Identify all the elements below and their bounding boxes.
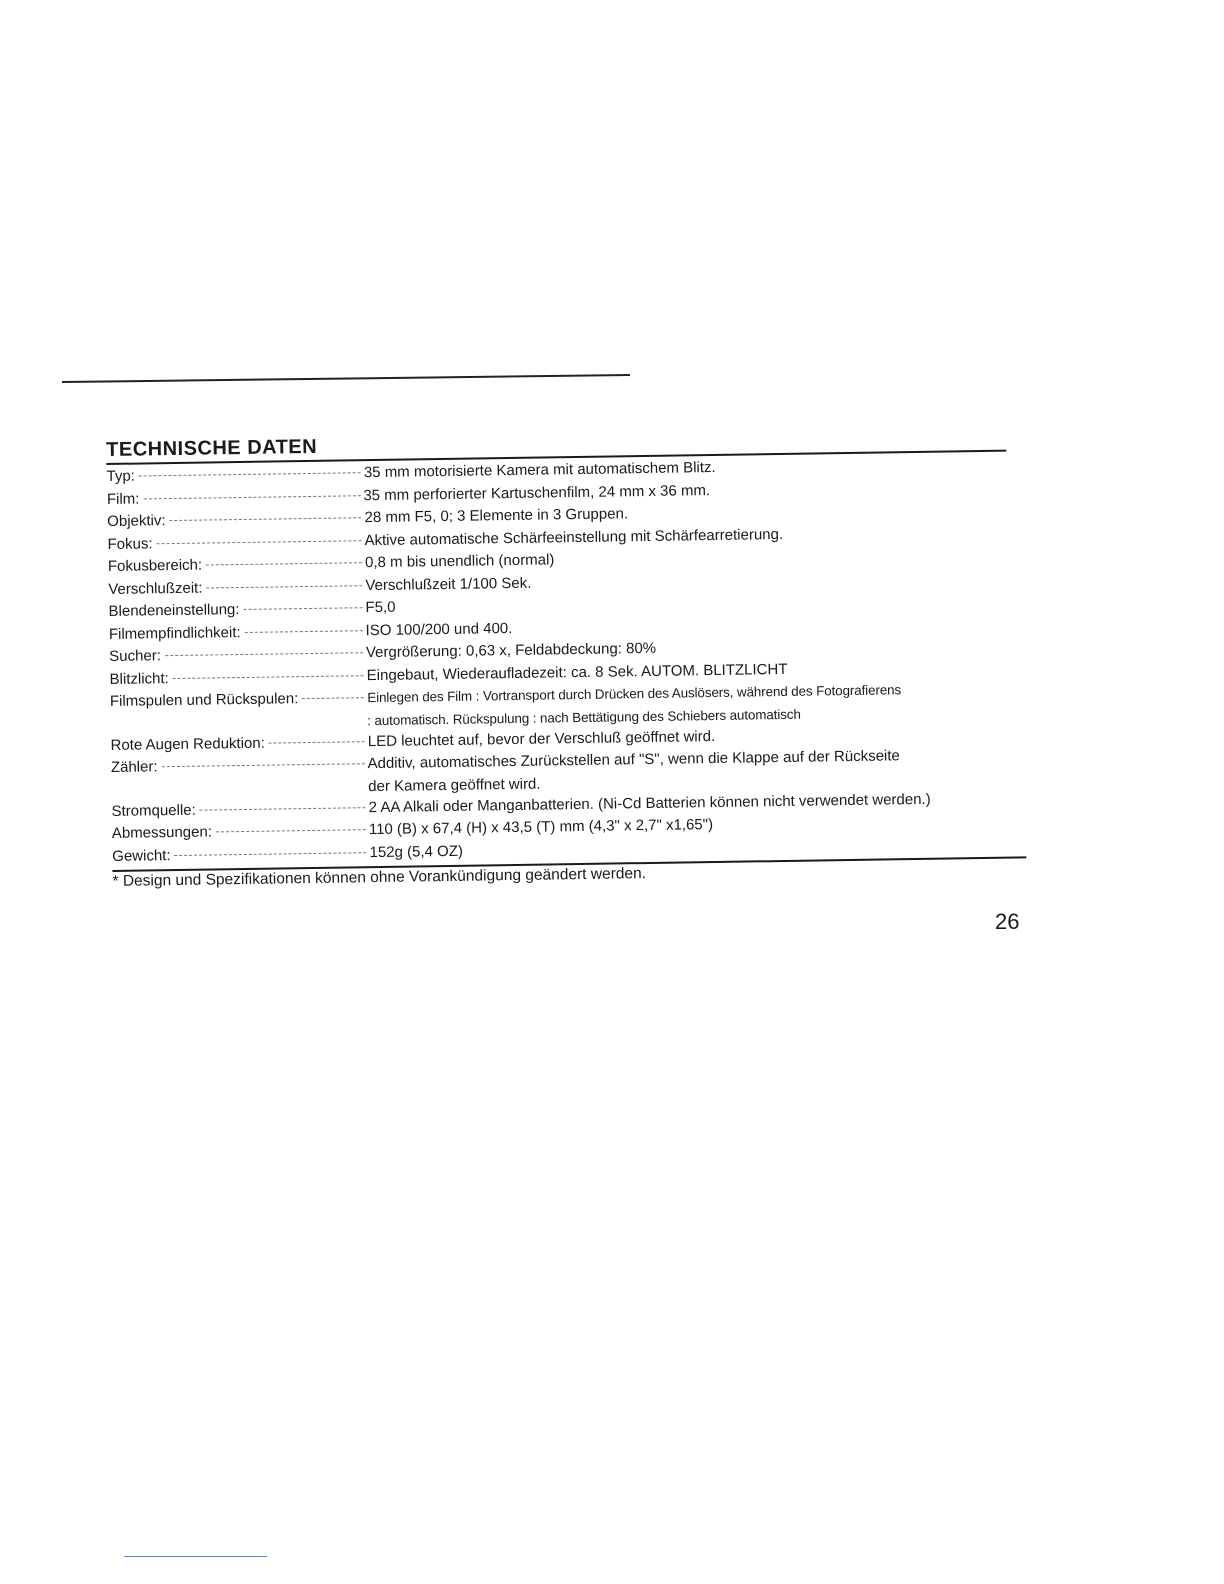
spec-label: Fokus: — [107, 534, 153, 553]
leader-dots — [162, 762, 365, 767]
spec-label: Blendeneinstellung: — [108, 601, 240, 620]
spec-label: Sucher: — [109, 647, 162, 665]
leader-dots — [139, 471, 361, 476]
spec-label: Zähler: — [110, 758, 158, 776]
bottom-link-rule — [124, 1556, 267, 1557]
spec-value: 152g (5,4 OZ) — [369, 842, 464, 861]
spec-value: Verschlußzeit 1/100 Sek. — [365, 574, 532, 594]
spec-value: F5,0 — [365, 598, 396, 617]
spec-value-continuation: der Kamera geöffnet wird. — [368, 775, 541, 795]
section-heading: TECHNISCHE DATEN — [106, 435, 318, 461]
spec-list — [106, 452, 1032, 868]
spec-value: 35 mm perforierter Kartuschenfilm, 24 mm x 36 mm. — [363, 481, 711, 504]
spec-value-continuation: : automatisch. Rückspulung : nach Bettätigung des Schiebers automatisch — [367, 706, 801, 728]
spec-label: Verschlußzeit: — [108, 579, 203, 598]
leader-dots — [206, 584, 362, 588]
leader-dots — [269, 740, 365, 743]
leader-dots — [243, 606, 362, 610]
leader-dots — [245, 629, 363, 633]
leader-dots — [302, 696, 364, 699]
leader-dots — [165, 651, 363, 656]
page-number: 26 — [995, 909, 1020, 934]
leader-dots — [157, 539, 362, 544]
spec-value: Einlegen des Film : Vortransport durch Drücken des Auslösers, während des Fotografierens — [367, 682, 902, 706]
top-decorative-rule — [62, 374, 630, 383]
spec-label: Abmessungen: — [111, 823, 213, 842]
spec-value: 28 mm F5, 0; 3 Elemente in 3 Gruppen. — [364, 505, 629, 527]
spec-value: 35 mm motorisierte Kamera mit automatischem Blitz. — [363, 458, 716, 482]
spec-label: Stromquelle: — [111, 801, 196, 820]
spec-label: Film: — [106, 490, 140, 508]
spec-label: Blitzlicht: — [109, 669, 169, 688]
spec-label: Fokusbereich: — [107, 556, 203, 575]
indent-spacer — [110, 725, 367, 729]
leader-dots — [170, 516, 362, 521]
spec-label: Gewicht: — [112, 846, 171, 865]
leader-dots — [200, 806, 366, 810]
footnote: * Design und Spezifikationen können ohne Vorankündigung geändert werden. — [112, 865, 647, 890]
leader-dots — [206, 561, 362, 565]
spec-label: Filmempfindlichkeit: — [108, 623, 241, 643]
spec-value: ISO 100/200 und 400. — [365, 619, 513, 639]
spec-value: Additiv, automatisches Zurückstellen auf "S", wenn die Klappe auf der Rückseite — [367, 747, 900, 773]
spec-label: Typ: — [106, 467, 136, 485]
spec-value: Eingebaut, Wiederaufladezeit: ca. 8 Sek. AUTOM. BLITZLICHT — [366, 660, 788, 684]
spec-value: LED leuchtet auf, bevor der Verschluß geöffnet wird. — [367, 727, 716, 750]
spec-value: Vergrößerung: 0,63 x, Feldabdeckung: 80% — [365, 639, 657, 662]
spec-value: Aktive automatische Schärfeeinstellung mit Schärfearretierung. — [364, 525, 784, 549]
spec-value: 2 AA Alkali oder Manganbatterien. (Ni-Cd Batterien können nicht verwendet werden.) — [368, 790, 931, 816]
leader-dots — [175, 851, 367, 856]
spec-label: Rote Augen Reduktion: — [110, 734, 265, 754]
leader-dots — [216, 828, 366, 832]
spec-value: 0,8 m bis unendlich (normal) — [364, 551, 555, 572]
indent-spacer — [111, 791, 368, 795]
spec-value: 110 (B) x 67,4 (H) x 43,5 (T) mm (4,3" x 2,7" x1,65") — [368, 816, 714, 839]
leader-dots — [143, 494, 360, 499]
spec-label: Objektiv: — [107, 512, 166, 530]
leader-dots — [173, 674, 364, 679]
spec-sheet — [106, 424, 1033, 892]
spec-label: Filmspulen und Rückspulen: — [109, 690, 299, 710]
